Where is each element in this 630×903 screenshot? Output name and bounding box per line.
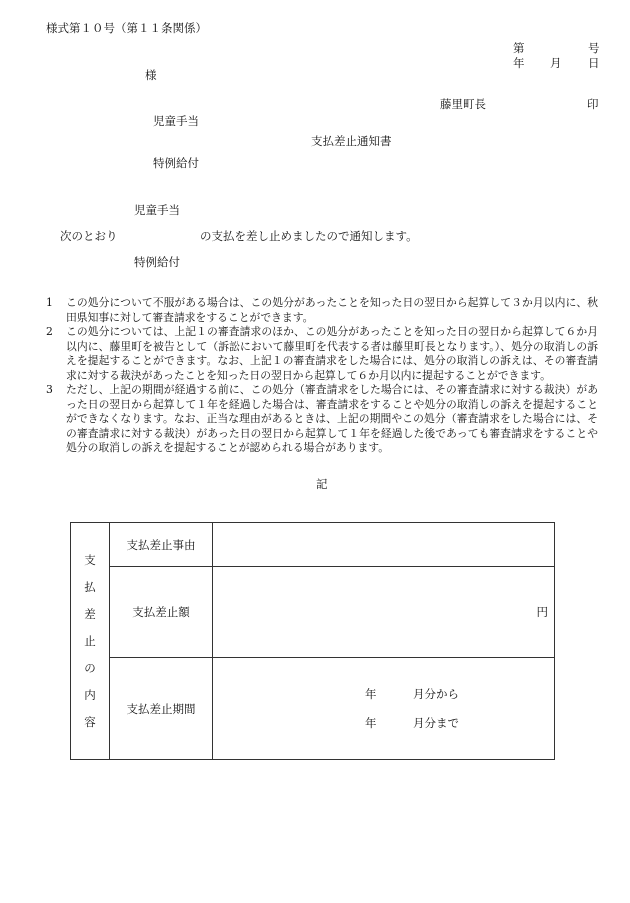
notice-line1: 児童手当	[134, 203, 180, 217]
notice-line2: 特例給付	[134, 255, 180, 269]
period-to-year: 年	[365, 716, 377, 730]
note-text: この処分については、上記１の審査請求のほか、この処分があったことを知った日の翌日から起算して６か月以内に、藤里町を被告として（訴訟において藤里町を代表する者は藤里町長となります。）、処分の取消しの訴えを提起することができます。なお、上記１の審査請求をした場合には、処分の取消しの訴えは、その審査請求に対する裁決があったことを知った日の翌日から起算して６か月以内に提起することができます。	[66, 325, 598, 382]
side-header-char: 容	[84, 714, 96, 729]
notes-list	[46, 296, 598, 456]
amount-value	[213, 567, 555, 658]
number-dai: 第	[513, 41, 525, 55]
reason-label: 支払差止事由	[110, 523, 213, 567]
side-header-char: の	[84, 660, 96, 675]
date-day: 日	[588, 56, 600, 70]
note-number: 3	[46, 383, 53, 396]
title-line2: 特例給付	[153, 156, 199, 170]
ki-mark: 記	[316, 477, 328, 491]
amount-label: 支払差止額	[110, 567, 213, 658]
period-label: 支払差止期間	[110, 658, 213, 760]
notice-prefix: 次のとおり	[60, 229, 118, 243]
reason-value	[213, 523, 555, 567]
side-header	[71, 523, 110, 760]
issuer-title: 藤里町長	[440, 97, 486, 111]
side-header-char: 支	[84, 552, 96, 567]
date-year: 年	[513, 56, 525, 70]
addressee-suffix: 様	[145, 68, 157, 82]
note-item	[46, 296, 598, 325]
document-title: 支払差止通知書	[311, 134, 392, 148]
period-to-month: 月分まで	[413, 716, 459, 730]
note-text: ただし、上記の期間が経過する前に、この処分（審査請求をした場合には、その審査請求に対する裁決）があった日の翌日から起算して１年を経過した場合は、審査請求をすることや処分の取消しの訴えを提起することができなくなります。なお、正当な理由があるときは、上記の期間やこの処分（審査請求をした場合には、その審査請求に対する裁決）があった日の翌日から起算して１年を経過した後であっても審査請求をすることや処分の取消しの訴えを提起することが認められる場合があります。	[66, 383, 598, 454]
side-header-char: 払	[84, 579, 96, 594]
note-item	[46, 325, 598, 383]
side-header-char: 止	[84, 633, 96, 648]
issuer-seal: 印	[587, 97, 599, 111]
period-from-month: 月分から	[413, 687, 459, 701]
number-go: 号	[588, 41, 600, 55]
title-line1: 児童手当	[153, 114, 199, 128]
period-from-year: 年	[365, 687, 377, 701]
detail-table	[70, 522, 555, 760]
period-value	[213, 658, 555, 760]
side-header-char: 内	[84, 687, 96, 702]
note-number: 2	[46, 325, 53, 338]
note-item	[46, 383, 598, 456]
form-label: 様式第１０号（第１１条関係）	[46, 21, 207, 35]
date-month: 月	[550, 56, 562, 70]
note-text: この処分について不服がある場合は、この処分があったことを知った日の翌日から起算して３か月以内に、秋田県知事に対して審査請求をすることができます。	[66, 296, 598, 324]
side-header-char: 差	[84, 606, 96, 621]
notice-suffix: の支払を差し止めましたので通知します。	[200, 229, 418, 243]
amount-unit: 円	[536, 605, 548, 619]
note-number: 1	[46, 296, 53, 309]
